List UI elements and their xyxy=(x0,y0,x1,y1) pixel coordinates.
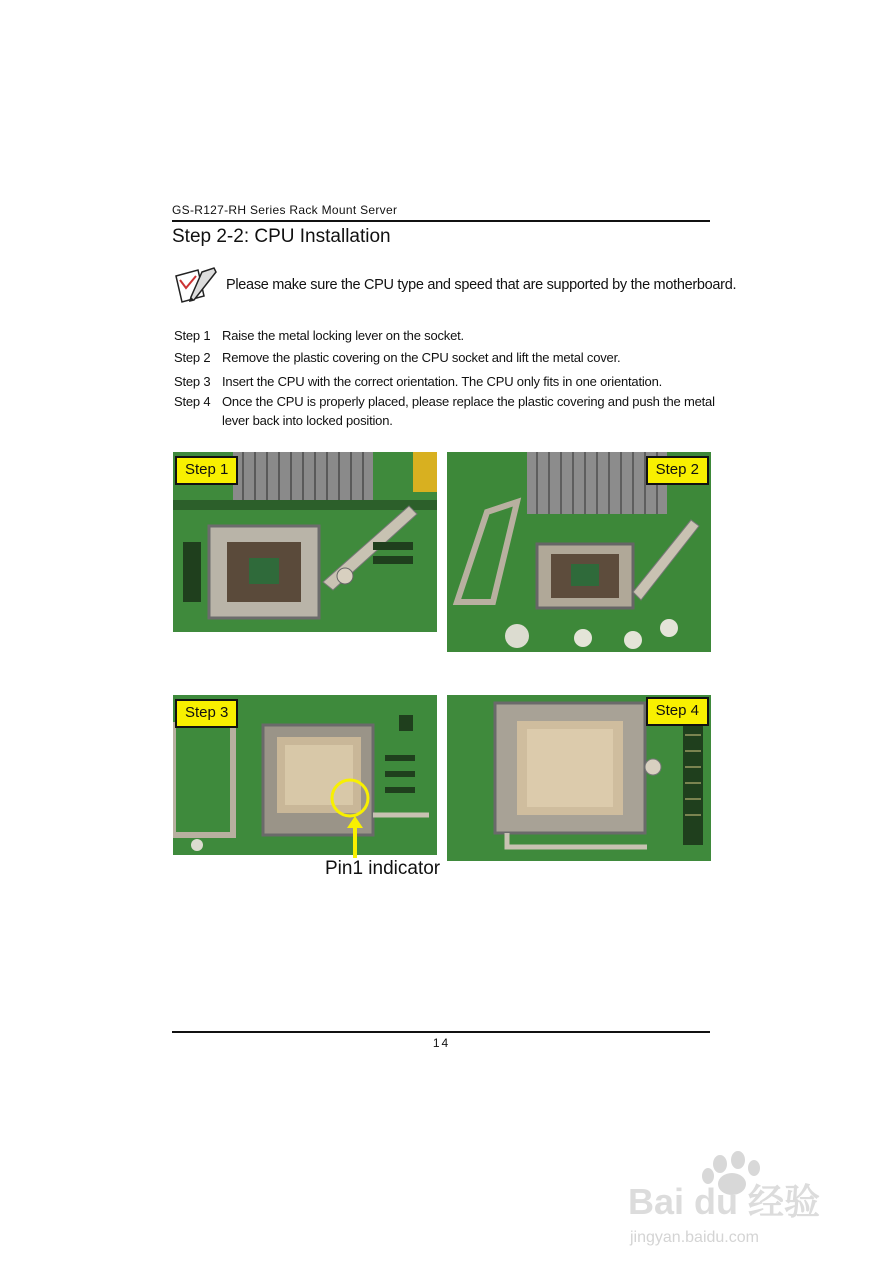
step-text-continuation: lever back into locked position. xyxy=(222,413,393,428)
note-text: Please make sure the CPU type and speed that are supported by the motherboard. xyxy=(226,277,737,293)
step-number: Step 1 xyxy=(174,328,211,343)
step-text: Raise the metal locking lever on the socket. xyxy=(222,328,464,343)
page-number: 14 xyxy=(432,1036,451,1050)
cpu-socket-photo-step-2 xyxy=(447,452,711,652)
pin1-indicator-marker xyxy=(328,778,374,858)
running-header: GS-R127-RH Series Rack Mount Server xyxy=(172,203,398,217)
section-title: Step 2-2: CPU Installation xyxy=(172,226,391,247)
step-label: Step 2 xyxy=(646,456,709,485)
cpu-socket-photo-step-1 xyxy=(173,452,437,632)
step-number: Step 4 xyxy=(174,394,211,409)
step-text: Remove the plastic covering on the CPU socket and lift the metal cover. xyxy=(222,350,621,365)
cpu-socket-photo-step-3 xyxy=(173,695,437,855)
header-rule xyxy=(172,220,710,222)
baidu-jingyan-watermark xyxy=(620,1150,840,1250)
step-item xyxy=(174,394,715,409)
step-number: Step 3 xyxy=(174,374,211,389)
step-label: Step 4 xyxy=(646,697,709,726)
note-pencil-icon xyxy=(174,266,218,306)
step-item xyxy=(174,328,464,343)
step-item xyxy=(174,350,620,365)
step-text: Insert the CPU with the correct orientation. The CPU only fits in one orientation. xyxy=(222,374,663,389)
step-label: Step 3 xyxy=(175,699,238,728)
watermark-url: jingyan.baidu.com xyxy=(630,1229,759,1246)
step-item xyxy=(174,374,662,389)
step-text: Once the CPU is properly placed, please replace the plastic covering and push the metal xyxy=(222,394,715,409)
step-label: Step 1 xyxy=(175,456,238,485)
watermark-brand: Bai du 经验 xyxy=(628,1181,821,1222)
cpu-socket-photo-step-4 xyxy=(447,695,711,861)
pin1-indicator-label: Pin1 indicator xyxy=(325,858,441,879)
step-number: Step 2 xyxy=(174,350,211,365)
footer-rule xyxy=(172,1031,710,1033)
